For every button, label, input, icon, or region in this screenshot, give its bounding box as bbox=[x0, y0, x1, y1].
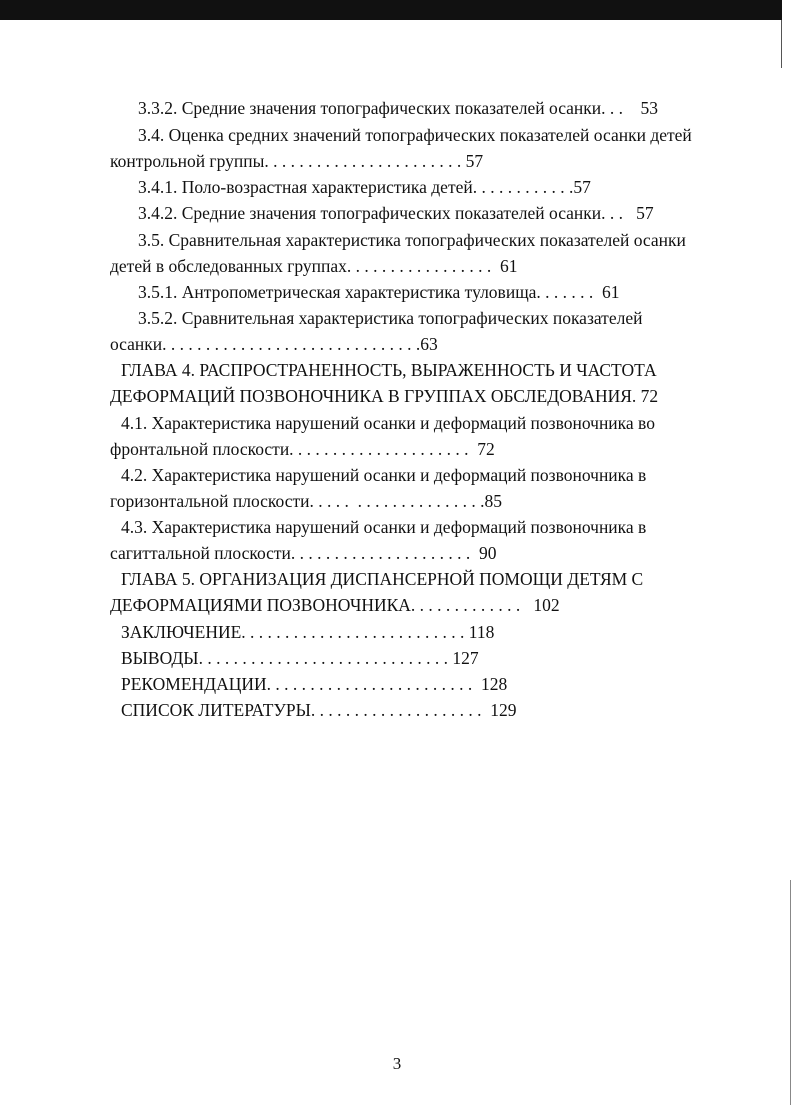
toc-entry-4-1-cont[interactable]: фронтальной плоскости. . . . . . . . . . . . . . . . . . . . . 72 bbox=[110, 439, 495, 459]
toc-entry-4-2[interactable]: 4.2. Характеристика нарушений осанки и деформаций позвоночника в bbox=[121, 465, 647, 485]
toc-chapter-5-cont[interactable]: ДЕФОРМАЦИЯМИ ПОЗВОНОЧНИКА. . . . . . . . . . . . . 102 bbox=[110, 595, 560, 615]
toc-chapter-5[interactable]: ГЛАВА 5. ОРГАНИЗАЦИЯ ДИСПАНСЕРНОЙ ПОМОЩИ ДЕТЯМ С bbox=[121, 569, 644, 589]
toc-entry-4-1[interactable]: 4.1. Характеристика нарушений осанки и деформаций позвоночника во bbox=[121, 413, 655, 433]
toc-findings[interactable]: ВЫВОДЫ. . . . . . . . . . . . . . . . . . . . . . . . . . . . . 127 bbox=[121, 648, 479, 668]
toc-entry-4-3-cont[interactable]: сагиттальной плоскости. . . . . . . . . . . . . . . . . . . . . 90 bbox=[110, 543, 497, 563]
toc-entry-3-5[interactable]: 3.5. Сравнительная характеристика топографических показателей осанки bbox=[138, 230, 686, 250]
toc-references[interactable]: СПИСОК ЛИТЕРАТУРЫ. . . . . . . . . . . . . . . . . . . . 129 bbox=[121, 700, 517, 720]
toc-entry-3-4-cont[interactable]: контрольной группы. . . . . . . . . . . . . . . . . . . . . . . 57 bbox=[110, 151, 484, 171]
toc-entry-3-4[interactable]: 3.4. Оценка средних значений топографических показателей осанки детей bbox=[138, 125, 692, 145]
toc-entry-3-4-2[interactable]: 3.4.2. Средние значения топографических показателей осанки. . . 57 bbox=[138, 203, 654, 223]
toc-entry-3-4-1[interactable]: 3.4.1. Поло-возрастная характеристика детей. . . . . . . . . . . .57 bbox=[138, 177, 591, 197]
toc-entry-4-2-cont[interactable]: горизонтальной плоскости. . . . . . . . . . . . . . . . . . . .85 bbox=[110, 491, 503, 511]
toc-recommendations[interactable]: РЕКОМЕНДАЦИИ. . . . . . . . . . . . . . . . . . . . . . . . 128 bbox=[121, 674, 508, 694]
toc-chapter-4[interactable]: ГЛАВА 4. РАСПРОСТРАНЕННОСТЬ, ВЫРАЖЕННОСТЬ И ЧАСТОТА bbox=[121, 360, 657, 380]
scan-top-border bbox=[0, 0, 782, 20]
toc-conclusion[interactable]: ЗАКЛЮЧЕНИЕ. . . . . . . . . . . . . . . . . . . . . . . . . . 118 bbox=[121, 622, 495, 642]
toc-entry-3-5-2-cont[interactable]: осанки. . . . . . . . . . . . . . . . . . . . . . . . . . . . . .63 bbox=[110, 334, 438, 354]
toc-entry-3-5-2[interactable]: 3.5.2. Сравнительная характеристика топографических показателей bbox=[138, 308, 643, 328]
toc-entry-4-3[interactable]: 4.3. Характеристика нарушений осанки и деформаций позвоночника в bbox=[121, 517, 647, 537]
page-number: 3 bbox=[392, 1054, 402, 1073]
toc-entry-3-5-cont[interactable]: детей в обследованных группах. . . . . . . . . . . . . . . . . 61 bbox=[110, 256, 518, 276]
toc-chapter-4-cont[interactable]: ДЕФОРМАЦИЙ ПОЗВОНОЧНИКА В ГРУППАХ ОБСЛЕДОВАНИЯ. 72 bbox=[110, 386, 659, 406]
scan-edge-mark-top bbox=[781, 20, 782, 68]
toc-entry-3-3-2[interactable]: 3.3.2. Средние значения топографических показателей осанки. . . 53 bbox=[138, 98, 659, 118]
toc-entry-3-5-1[interactable]: 3.5.1. Антропометрическая характеристика туловища. . . . . . . 61 bbox=[138, 282, 620, 302]
